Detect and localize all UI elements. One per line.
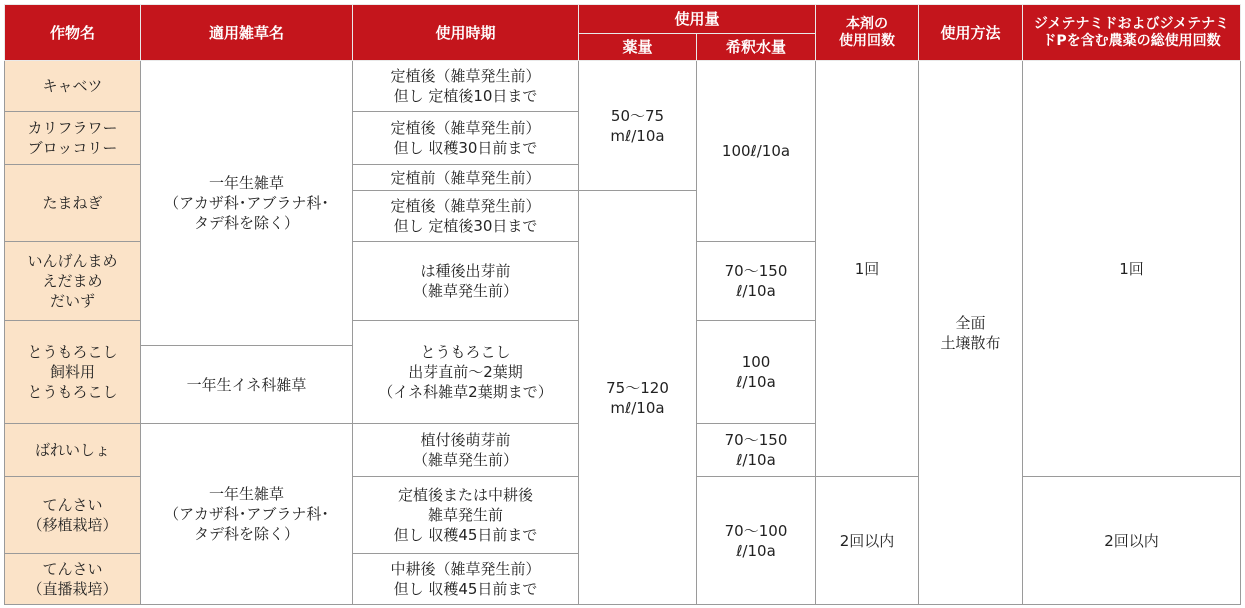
timing-beet-direct: 中耕後（雑草発生前） 但し 収穫45日前まで [353,554,579,605]
timing-potato: 植付後萌芽前 （雑草発生前） [353,424,579,477]
water-beet: 70～100 ℓ/10a [697,477,816,605]
timing-onion-before: 定植前（雑草発生前） [353,165,579,191]
water-corn: 100 ℓ/10a [697,321,816,424]
header-chemical: 薬量 [579,34,697,61]
chemical-second: 75～120 mℓ/10a [579,191,697,605]
chemical-first: 50～75 mℓ/10a [579,61,697,191]
header-count: 本剤の 使用回数 [816,5,919,61]
crop-cauliflower: カリフラワー ブロッコリー [5,112,141,165]
header-water: 希釈水量 [697,34,816,61]
crop-onion: たまねぎ [5,165,141,242]
header-crop: 作物名 [5,5,141,61]
total-second: 2回以内 [1023,477,1241,605]
crop-corn: とうもろこし 飼料用 とうもろこし [5,321,141,424]
water-potato: 70～150 ℓ/10a [697,424,816,477]
water-beans: 70～150 ℓ/10a [697,242,816,321]
total-first: 1回 [1023,61,1241,477]
timing-beans: は種後出芽前 （雑草発生前） [353,242,579,321]
timing-cauliflower: 定植後（雑草発生前） 但し 収穫30日前まで [353,112,579,165]
crop-beet-direct: てんさい （直播栽培） [5,554,141,605]
weed-grass: 一年生イネ科雑草 [141,346,353,424]
application-table [4,4,1241,605]
water-first: 100ℓ/10a [697,61,816,242]
crop-beans: いんげんまめ えだまめ だいず [5,242,141,321]
timing-corn: とうもろこし 出芽直前～2葉期 （イネ科雑草2葉期まで） [353,321,579,424]
timing-onion-after: 定植後（雑草発生前） 但し 定植後30日まで [353,191,579,242]
header-method: 使用方法 [919,5,1023,61]
weed-annual-2: 一年生雑草 （アカザ科･アブラナ科･ タデ科を除く） [141,424,353,605]
crop-potato: ばれいしょ [5,424,141,477]
crop-beet-transplant: てんさい （移植栽培） [5,477,141,554]
crop-cabbage: キャベツ [5,61,141,112]
header-timing: 使用時期 [353,5,579,61]
method: 全面 土壌散布 [919,61,1023,605]
count-second: 2回以内 [816,477,919,605]
timing-beet-transplant: 定植後または中耕後 雑草発生前 但し 収穫45日前まで [353,477,579,554]
header-amount: 使用量 [579,5,816,34]
header-weed: 適用雑草名 [141,5,353,61]
header-total: ジメテナミドおよびジメテナミ ドPを含む農薬の総使用回数 [1023,5,1241,61]
timing-cabbage: 定植後（雑草発生前） 但し 定植後10日まで [353,61,579,112]
count-first: 1回 [816,61,919,477]
weed-annual-1: 一年生雑草 （アカザ科･アブラナ科･ タデ科を除く） [141,61,353,346]
